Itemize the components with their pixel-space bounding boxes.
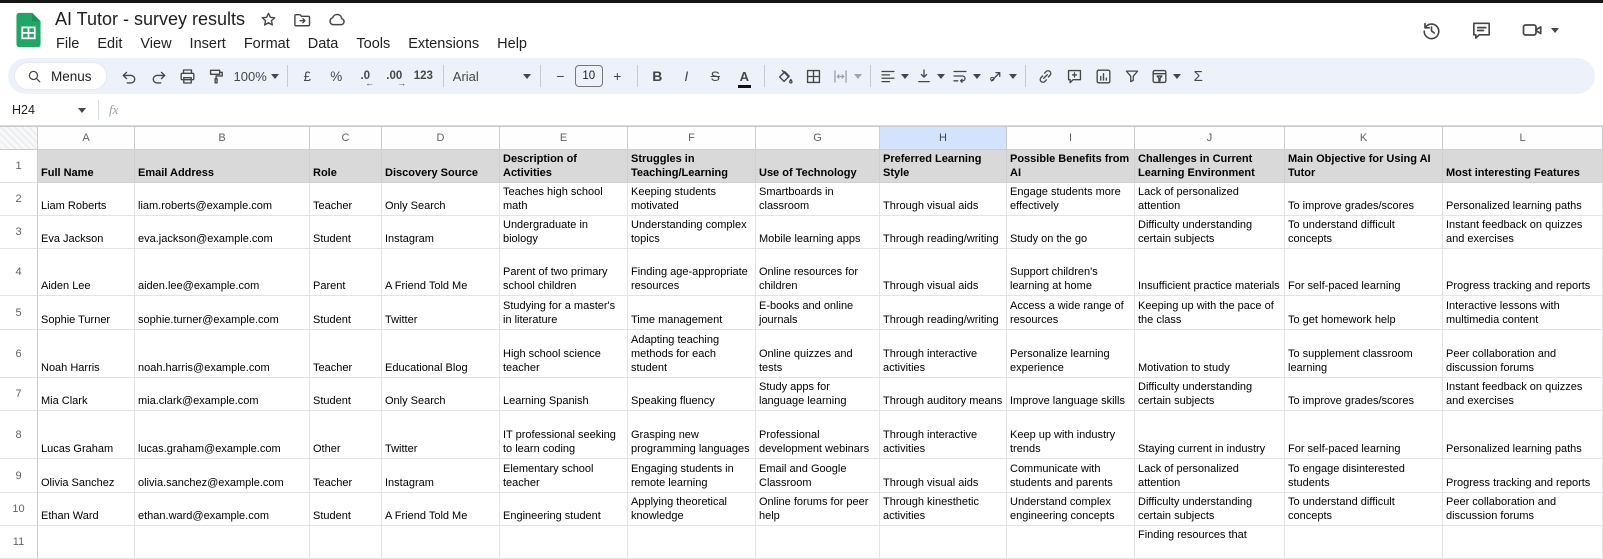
cell-F11[interactable]	[628, 526, 756, 559]
cell-J4[interactable]: Insufficient practice materials	[1135, 249, 1285, 296]
print-icon	[178, 67, 197, 86]
cell-E1[interactable]: Description of Activities	[500, 150, 628, 183]
cell-F9[interactable]: Engaging students in remote learning	[628, 459, 756, 493]
decrease-font-size-button[interactable]	[546, 62, 575, 90]
row-number-10[interactable]: 10	[0, 493, 38, 526]
cell-D1[interactable]: Discovery Source	[382, 150, 500, 183]
text-wrap-icon	[951, 67, 969, 85]
cell-G9[interactable]: Email and Google Classroom	[756, 459, 880, 493]
cell-A3[interactable]: Eva Jackson	[38, 216, 135, 249]
cell-K2[interactable]: To improve grades/scores	[1285, 183, 1443, 216]
toolbar-divider	[637, 65, 638, 87]
name-box[interactable]	[0, 103, 86, 117]
cell-E5[interactable]: Studying for a master's in literature	[500, 296, 628, 330]
select-all-corner[interactable]	[0, 126, 38, 150]
cell-H2[interactable]: Through visual aids	[880, 183, 1007, 216]
fill-color-button[interactable]	[770, 62, 799, 90]
cell-I6[interactable]: Personalize learning experience	[1007, 330, 1135, 378]
cell-A4[interactable]: Aiden Lee	[38, 249, 135, 296]
cell-D9[interactable]: Instagram	[382, 459, 500, 493]
toolbar-divider	[287, 65, 288, 87]
cell-C7[interactable]: Student	[310, 378, 382, 411]
align-left-icon	[879, 67, 897, 85]
vertical-align-button[interactable]	[912, 62, 948, 90]
cell-J3[interactable]: Difficulty understanding certain subjects	[1135, 216, 1285, 249]
cell-I9[interactable]: Communicate with students and parents	[1007, 459, 1135, 493]
percent-label: %	[330, 68, 343, 84]
filter-views-button[interactable]	[1147, 62, 1184, 90]
text-wrap-dropdown-icon	[973, 74, 981, 79]
menu-help[interactable]: Help	[497, 36, 527, 52]
table-row	[0, 526, 1603, 559]
vertical-align-dropdown-icon	[937, 74, 945, 79]
cell-G4[interactable]: Online resources for children	[756, 249, 880, 296]
cell-C3[interactable]: Student	[310, 216, 382, 249]
menu-data[interactable]: Data	[307, 36, 339, 52]
spreadsheet-grid	[0, 126, 1603, 548]
cell-C2[interactable]: Teacher	[310, 183, 382, 216]
cell-K4[interactable]: For self-paced learning	[1285, 249, 1443, 296]
increase-font-size-button[interactable]	[603, 62, 632, 90]
cell-B5[interactable]: sophie.turner@example.com	[135, 296, 310, 330]
cell-C1[interactable]: Role	[310, 150, 382, 183]
cell-I2[interactable]: Engage students more effectively	[1007, 183, 1135, 216]
column-header-H[interactable]: H	[880, 126, 1007, 150]
table-row	[0, 378, 1603, 411]
menu-insert[interactable]: Insert	[189, 36, 226, 52]
align-dropdown-icon	[901, 74, 909, 79]
cell-E8[interactable]: IT professional seeking to learn coding	[500, 411, 628, 459]
cell-A9[interactable]: Olivia Sanchez	[38, 459, 135, 493]
search-icon	[26, 68, 43, 85]
document-title[interactable]: AI Tutor - survey results	[55, 9, 246, 29]
toolbar-divider	[870, 65, 871, 87]
column-header-L[interactable]: L	[1443, 126, 1603, 150]
insert-link-button[interactable]	[1031, 62, 1060, 90]
cell-L3[interactable]: Instant feedback on quizzes and exercises	[1443, 216, 1603, 249]
row-number-5[interactable]: 5	[0, 296, 38, 330]
cell-A1[interactable]: Full Name	[38, 150, 135, 183]
cell-G2[interactable]: Smartboards in classroom	[756, 183, 880, 216]
move-folder-icon[interactable]	[292, 10, 312, 30]
cell-L6[interactable]: Peer collaboration and discussion forums	[1443, 330, 1603, 378]
strikethrough-icon: S	[710, 68, 720, 84]
merge-cells-button[interactable]	[828, 62, 865, 90]
create-filter-button[interactable]	[1118, 62, 1147, 90]
column-header-K[interactable]: K	[1285, 126, 1443, 150]
cell-L8[interactable]: Personalized learning paths	[1443, 411, 1603, 459]
cell-B7[interactable]: mia.clark@example.com	[135, 378, 310, 411]
cell-H10[interactable]: Through kinesthetic activities	[880, 493, 1007, 526]
cell-L4[interactable]: Progress tracking and reports	[1443, 249, 1603, 296]
row-number-4[interactable]: 4	[0, 249, 38, 296]
text-color-button[interactable]	[730, 62, 759, 90]
cell-I11[interactable]	[1007, 526, 1135, 559]
decrease-decimal-button[interactable]	[351, 62, 380, 90]
cell-K10[interactable]: To understand difficult concepts	[1285, 493, 1443, 526]
table-row	[0, 296, 1603, 330]
horizontal-align-button[interactable]	[876, 62, 912, 90]
filter-views-dropdown-icon	[1173, 74, 1181, 79]
cell-J5[interactable]: Keeping up with the pace of the class	[1135, 296, 1285, 330]
cell-A5[interactable]: Sophie Turner	[38, 296, 135, 330]
name-box-dropdown-icon	[78, 108, 86, 113]
cell-K7[interactable]: To improve grades/scores	[1285, 378, 1443, 411]
strikethrough-button[interactable]	[701, 62, 730, 90]
minus-icon: −	[556, 68, 565, 84]
cell-I8[interactable]: Keep up with industry trends	[1007, 411, 1135, 459]
table-row	[0, 459, 1603, 493]
cell-C10[interactable]: Student	[310, 493, 382, 526]
table-row	[0, 411, 1603, 459]
cell-H4[interactable]: Through visual aids	[880, 249, 1007, 296]
merge-cells-icon	[831, 67, 850, 86]
cell-F6[interactable]: Adapting teaching methods for each student	[628, 330, 756, 378]
cell-K3[interactable]: To understand difficult concepts	[1285, 216, 1443, 249]
cell-G6[interactable]: Online quizzes and tests	[756, 330, 880, 378]
bold-icon: B	[652, 68, 663, 84]
cell-H6[interactable]: Through interactive activities	[880, 330, 1007, 378]
column-header-B[interactable]: B	[135, 126, 310, 150]
cell-B4[interactable]: aiden.lee@example.com	[135, 249, 310, 296]
cell-D11[interactable]	[382, 526, 500, 559]
cell-L10[interactable]: Peer collaboration and discussion forums	[1443, 493, 1603, 526]
insert-chart-icon	[1094, 67, 1113, 86]
cell-G5[interactable]: E-books and online journals	[756, 296, 880, 330]
cell-L11[interactable]	[1443, 526, 1603, 559]
insert-comment-button[interactable]	[1060, 62, 1089, 90]
video-call-icon[interactable]	[1520, 18, 1544, 42]
cell-D5[interactable]: Twitter	[382, 296, 500, 330]
paint-format-icon	[207, 67, 226, 86]
table-row	[0, 493, 1603, 526]
cell-F10[interactable]: Applying theoretical knowledge	[628, 493, 756, 526]
cell-H9[interactable]: Through visual aids	[880, 459, 1007, 493]
borders-icon	[804, 67, 823, 86]
toolbar	[8, 58, 1595, 94]
cell-C6[interactable]: Teacher	[310, 330, 382, 378]
cell-J1[interactable]: Challenges in Current Learning Environment	[1135, 150, 1285, 183]
zoom-dropdown-icon	[271, 74, 279, 79]
menu-edit[interactable]: Edit	[97, 36, 123, 52]
column-header-F[interactable]: F	[628, 126, 756, 150]
cell-C9[interactable]: Teacher	[310, 459, 382, 493]
increase-decimal-button[interactable]	[380, 62, 409, 90]
cell-I7[interactable]: Improve language skills	[1007, 378, 1135, 411]
column-header-A[interactable]: A	[38, 126, 135, 150]
cell-A10[interactable]: Ethan Ward	[38, 493, 135, 526]
cell-G8[interactable]: Professional development webinars	[756, 411, 880, 459]
column-header-E[interactable]: E	[500, 126, 628, 150]
star-icon[interactable]	[259, 10, 278, 29]
cell-A8[interactable]: Lucas Graham	[38, 411, 135, 459]
table-row	[0, 150, 1603, 183]
decrease-decimal-icon: .0 ←	[360, 70, 375, 88]
cell-E4[interactable]: Parent of two primary school children	[500, 249, 628, 296]
cell-J6[interactable]: Motivation to study	[1135, 330, 1285, 378]
cell-D7[interactable]: Only Search	[382, 378, 500, 411]
cell-J7[interactable]: Difficulty understanding certain subjects	[1135, 378, 1285, 411]
cell-F5[interactable]: Time management	[628, 296, 756, 330]
link-icon	[1036, 67, 1055, 86]
redo-button[interactable]	[144, 62, 173, 90]
cell-L5[interactable]: Interactive lessons with multimedia content	[1443, 296, 1603, 330]
version-history-icon[interactable]	[1420, 19, 1443, 42]
bold-button[interactable]	[643, 62, 672, 90]
insert-chart-button[interactable]	[1089, 62, 1118, 90]
row-number-3[interactable]: 3	[0, 216, 38, 249]
number-format-button[interactable]	[409, 62, 438, 90]
cell-B2[interactable]: liam.roberts@example.com	[135, 183, 310, 216]
currency-label: £	[303, 68, 312, 84]
cell-H8[interactable]: Through interactive activities	[880, 411, 1007, 459]
italic-icon: I	[684, 68, 689, 84]
cell-G11[interactable]	[756, 526, 880, 559]
merge-dropdown-icon	[854, 74, 862, 79]
cell-I10[interactable]: Understand complex engineering concepts	[1007, 493, 1135, 526]
functions-button[interactable]	[1184, 62, 1213, 90]
cell-K11[interactable]	[1285, 526, 1443, 559]
font-family-select[interactable]	[449, 62, 535, 90]
cloud-saved-icon[interactable]	[326, 9, 347, 30]
cell-L2[interactable]: Personalized learning paths	[1443, 183, 1603, 216]
font-dropdown-icon	[523, 74, 531, 79]
column-header-C[interactable]: C	[310, 126, 382, 150]
italic-button[interactable]	[672, 62, 701, 90]
video-call-dropdown-icon[interactable]	[1551, 28, 1559, 33]
row-number-2[interactable]: 2	[0, 183, 38, 216]
cell-L9[interactable]: Progress tracking and reports	[1443, 459, 1603, 493]
cell-A6[interactable]: Noah Harris	[38, 330, 135, 378]
percent-format-button[interactable]	[322, 62, 351, 90]
menus-search-button[interactable]	[14, 62, 107, 90]
vertical-align-icon	[915, 67, 933, 85]
paint-format-button[interactable]	[202, 62, 231, 90]
table-row	[0, 249, 1603, 296]
row-number-11[interactable]: 11	[0, 526, 38, 559]
font-size-input[interactable]: 10	[575, 65, 603, 87]
toolbar-divider	[764, 65, 765, 87]
cell-I3[interactable]: Study on the go	[1007, 216, 1135, 249]
comments-icon[interactable]	[1470, 19, 1493, 42]
cell-A7[interactable]: Mia Clark	[38, 378, 135, 411]
cell-F2[interactable]: Keeping students motivated	[628, 183, 756, 216]
cell-B9[interactable]: olivia.sanchez@example.com	[135, 459, 310, 493]
filter-views-icon	[1150, 67, 1169, 86]
toolbar-divider	[1025, 65, 1026, 87]
cell-H5[interactable]: Through reading/writing	[880, 296, 1007, 330]
row-number-8[interactable]: 8	[0, 411, 38, 459]
cell-I4[interactable]: Support children's learning at home	[1007, 249, 1135, 296]
cell-E9[interactable]: Elementary school teacher	[500, 459, 628, 493]
cell-G3[interactable]: Mobile learning apps	[756, 216, 880, 249]
toolbar-divider	[443, 65, 444, 87]
cell-F7[interactable]: Speaking fluency	[628, 378, 756, 411]
menu-bar	[47, 34, 536, 54]
cell-J8[interactable]: Staying current in industry	[1135, 411, 1285, 459]
cell-I5[interactable]: Access a wide range of resources	[1007, 296, 1135, 330]
cell-F4[interactable]: Finding age-appropriate resources	[628, 249, 756, 296]
cell-J2[interactable]: Lack of personalized attention	[1135, 183, 1285, 216]
cell-G7[interactable]: Study apps for language learning	[756, 378, 880, 411]
sheets-logo[interactable]	[15, 12, 42, 48]
cell-D3[interactable]: Instagram	[382, 216, 500, 249]
toolbar-divider	[540, 65, 541, 87]
title-bar	[0, 3, 1603, 56]
cell-E2[interactable]: Teaches high school math	[500, 183, 628, 216]
fill-color-icon	[775, 67, 794, 86]
cell-A2[interactable]: Liam Roberts	[38, 183, 135, 216]
increase-decimal-icon: .00 →	[386, 70, 407, 88]
currency-format-button[interactable]	[293, 62, 322, 90]
cell-D10[interactable]: A Friend Told Me	[382, 493, 500, 526]
menu-extensions[interactable]: Extensions	[408, 36, 480, 52]
text-rotation-icon	[987, 67, 1005, 85]
table-row	[0, 216, 1603, 249]
text-rotation-button[interactable]	[984, 62, 1020, 90]
cell-B10[interactable]: ethan.ward@example.com	[135, 493, 310, 526]
cell-J9[interactable]: Lack of personalized attention	[1135, 459, 1285, 493]
cell-K8[interactable]: For self-paced learning	[1285, 411, 1443, 459]
cell-G1[interactable]: Use of Technology	[756, 150, 880, 183]
insert-comment-icon	[1065, 67, 1084, 86]
cell-C4[interactable]: Parent	[310, 249, 382, 296]
row-number-1[interactable]: 1	[0, 150, 38, 183]
column-header-J[interactable]: J	[1135, 126, 1285, 150]
cell-A11[interactable]	[38, 526, 135, 559]
cell-I1[interactable]: Possible Benefits from AI	[1007, 150, 1135, 183]
cell-D2[interactable]: Only Search	[382, 183, 500, 216]
menu-format[interactable]: Format	[243, 36, 290, 52]
cell-H7[interactable]: Through auditory means	[880, 378, 1007, 411]
table-row	[0, 183, 1603, 216]
cell-E3[interactable]: Undergraduate in biology	[500, 216, 628, 249]
cell-H3[interactable]: Through reading/writing	[880, 216, 1007, 249]
cell-B8[interactable]: lucas.graham@example.com	[135, 411, 310, 459]
cell-K5[interactable]: To get homework help	[1285, 296, 1443, 330]
zoom-value: 100%	[233, 68, 267, 84]
text-color-icon: A	[739, 68, 749, 84]
cell-L7[interactable]: Instant feedback on quizzes and exercises	[1443, 378, 1603, 411]
cell-K9[interactable]: To engage disinterested students	[1285, 459, 1443, 493]
borders-button[interactable]	[799, 62, 828, 90]
menus-button-label: Menus	[51, 68, 92, 84]
table-row	[0, 330, 1603, 378]
menu-view[interactable]: View	[140, 36, 172, 52]
row-number-9[interactable]: 9	[0, 459, 38, 493]
cell-F1[interactable]: Struggles in Teaching/Learning	[628, 150, 756, 183]
font-name-value: Arial	[452, 68, 479, 84]
cell-E10[interactable]: Engineering student	[500, 493, 628, 526]
sigma-icon: Σ	[1193, 67, 1203, 85]
undo-icon	[120, 67, 139, 86]
menu-file[interactable]: File	[56, 36, 80, 52]
text-wrap-button[interactable]	[948, 62, 984, 90]
cell-C5[interactable]: Student	[310, 296, 382, 330]
menu-tools[interactable]: Tools	[356, 36, 391, 52]
filter-icon	[1123, 67, 1141, 85]
cell-K6[interactable]: To supplement classroom learning	[1285, 330, 1443, 378]
cell-L1[interactable]: Most interesting Features	[1443, 150, 1603, 183]
cell-B6[interactable]: noah.harris@example.com	[135, 330, 310, 378]
cell-C11[interactable]	[310, 526, 382, 559]
fx-icon: fx	[109, 102, 119, 117]
cell-J10[interactable]: Difficulty understanding certain subjects	[1135, 493, 1285, 526]
cell-C8[interactable]: Other	[310, 411, 382, 459]
cell-D8[interactable]: Twitter	[382, 411, 500, 459]
cell-G10[interactable]: Online forums for peer help	[756, 493, 880, 526]
number-format-label: 123	[413, 70, 433, 82]
cell-K1[interactable]: Main Objective for Using AI Tutor	[1285, 150, 1443, 183]
cell-F3[interactable]: Understanding complex topics	[628, 216, 756, 249]
column-header-D[interactable]: D	[382, 126, 500, 150]
print-button[interactable]	[173, 62, 202, 90]
cell-F8[interactable]: Grasping new programming languages	[628, 411, 756, 459]
cell-reference: H24	[12, 103, 35, 117]
cell-J11[interactable]: Finding resources that	[1135, 526, 1285, 559]
formula-bar	[0, 95, 1603, 126]
cell-E11[interactable]	[500, 526, 628, 559]
zoom-select[interactable]	[231, 62, 282, 90]
redo-icon	[149, 67, 168, 86]
cell-B11[interactable]	[135, 526, 310, 559]
cell-E7[interactable]: Learning Spanish	[500, 378, 628, 411]
text-rotation-dropdown-icon	[1009, 74, 1017, 79]
column-header-I[interactable]: I	[1007, 126, 1135, 150]
cell-B3[interactable]: eva.jackson@example.com	[135, 216, 310, 249]
cell-H1[interactable]: Preferred Learning Style	[880, 150, 1007, 183]
cell-D4[interactable]: A Friend Told Me	[382, 249, 500, 296]
cell-D6[interactable]: Educational Blog	[382, 330, 500, 378]
plus-icon: +	[613, 68, 622, 84]
formula-bar-divider	[98, 100, 99, 120]
row-number-6[interactable]: 6	[0, 330, 38, 378]
row-number-7[interactable]: 7	[0, 378, 38, 411]
cell-E6[interactable]: High school science teacher	[500, 330, 628, 378]
cell-B1[interactable]: Email Address	[135, 150, 310, 183]
cell-H11[interactable]	[880, 526, 1007, 559]
column-header-G[interactable]: G	[756, 126, 880, 150]
undo-button[interactable]	[115, 62, 144, 90]
